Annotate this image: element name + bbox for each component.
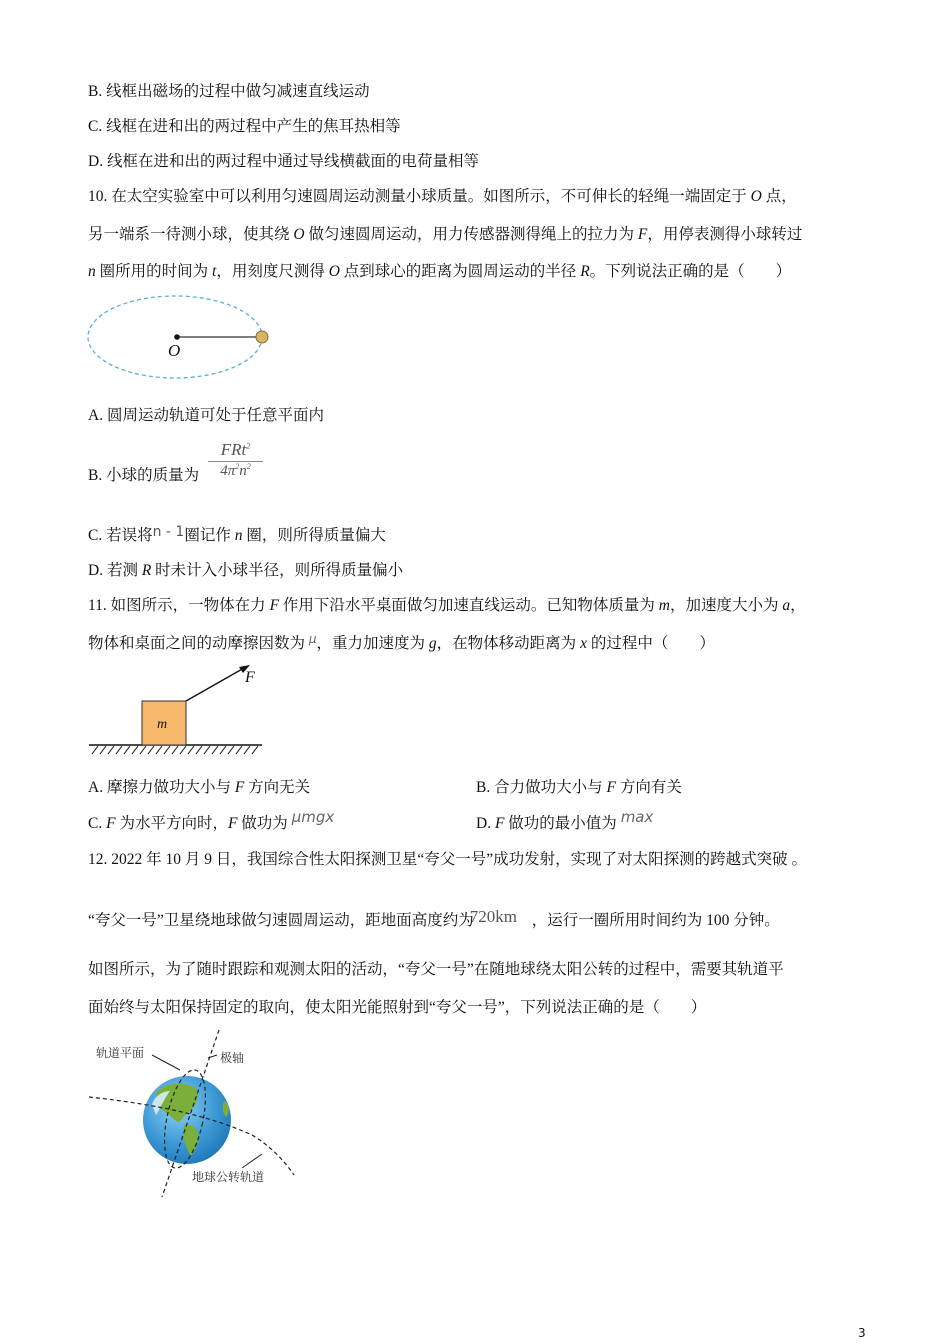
q11-option-d: D. F 做功的最小值为 max (476, 808, 654, 832)
q11-block-force-figure (84, 660, 274, 760)
q10-stem-line3: n 圈所用的时间为 t，用刻度尺测得 O 点到球心的距离为圆周运动的半径 R。下列说法正确的是（ ） (88, 263, 792, 280)
q10-option-b: B. 小球的质量为 (88, 467, 200, 484)
label-O: O (168, 341, 181, 360)
q9-option-c: C. 线框在进和出的两过程中产生的焦耳热相等 (88, 118, 401, 135)
page-number: 3 (858, 1326, 866, 1340)
q12-earth-orbit-figure (84, 1025, 324, 1205)
q10-stem-line2: 另一端系一待测小球，使其绕 O 做匀速圆周运动，用力传感器测得绳上的拉力为 F，用停表测得小球转过 (88, 226, 803, 243)
q10-option-c: C. 若误将n - 1圈记作 n 圈，则所得质量偏大 (88, 524, 386, 544)
label-F: F (245, 669, 255, 686)
q12-stem-line1: 12. 2022 年 10 月 9 日，我国综合性太阳探测卫星“夸父一号”成功发射，实现了对太阳探测的跨越式突破 。 (88, 851, 808, 868)
center-point-icon (174, 334, 180, 340)
force-arrow (186, 668, 244, 701)
label-polar-axis: 极轴 (220, 1051, 245, 1065)
q10-option-a: A. 圆周运动轨道可处于任意平面内 (88, 407, 324, 424)
q10-option-d: D. 若测 R 时未计入小球半径，则所得质量偏小 (88, 562, 404, 579)
label-earth-orbit: 地球公转轨道 (192, 1170, 265, 1184)
q9-option-b: B. 线框出磁场的过程中做匀减速直线运动 (88, 83, 370, 100)
q9-option-d: D. 线框在进和出的两过程中通过导线横截面的电荷量相等 (88, 153, 479, 170)
leader-earth-orbit (242, 1154, 262, 1168)
q11-option-b: B. 合力做功大小与 F 方向有关 (476, 779, 682, 796)
q11-option-a: A. 摩擦力做功大小与 F 方向无关 (88, 779, 311, 796)
leader-orbit-plane (152, 1055, 180, 1070)
q10-circular-motion-figure (84, 290, 284, 385)
q12-stem-line3: 如图所示，为了随时跟踪和观测太阳的活动，“夸父一号”在随地球绕太阳公转的过程中，需要其轨道平 (88, 961, 784, 978)
q10-mass-formula: FRt$^2$ $4\pi^2n^2$ (208, 440, 263, 480)
q12-stem-line2: “夸父一号”卫星绕地球做匀速圆周运动，距地面高度约为 720km ，运行一圈所用时间约为 100 分钟。 (88, 907, 780, 929)
q12-stem-line4: 面始终与太阳保持固定的取向，使太阳光能照射到“夸父一号”，下列说法正确的是（ ） (88, 999, 707, 1016)
label-orbit-plane: 轨道平面 (96, 1046, 145, 1060)
q11-stem-line1: 11. 如图所示，一物体在力 F 作用下沿水平桌面做匀加速直线运动。已知物体质量为 m，加速度大小为 a， (88, 597, 806, 614)
q11-stem-line2: 物体和桌面之间的动摩擦因数为 $^\mu$，重力加速度为 g，在物体移动距离为 x 的过程中（ ） (88, 632, 715, 652)
q11-option-c: C. F 为水平方向时，F 做功为 μmgx (88, 808, 335, 832)
q10-stem-line1: 10. 在太空实验室中可以利用匀速圆周运动测量小球质量。如图所示，不可伸长的轻绳一端固定于 O 点， (88, 188, 797, 205)
ground-hatching (92, 746, 258, 754)
ball-icon (256, 331, 268, 343)
label-m: m (157, 717, 168, 732)
